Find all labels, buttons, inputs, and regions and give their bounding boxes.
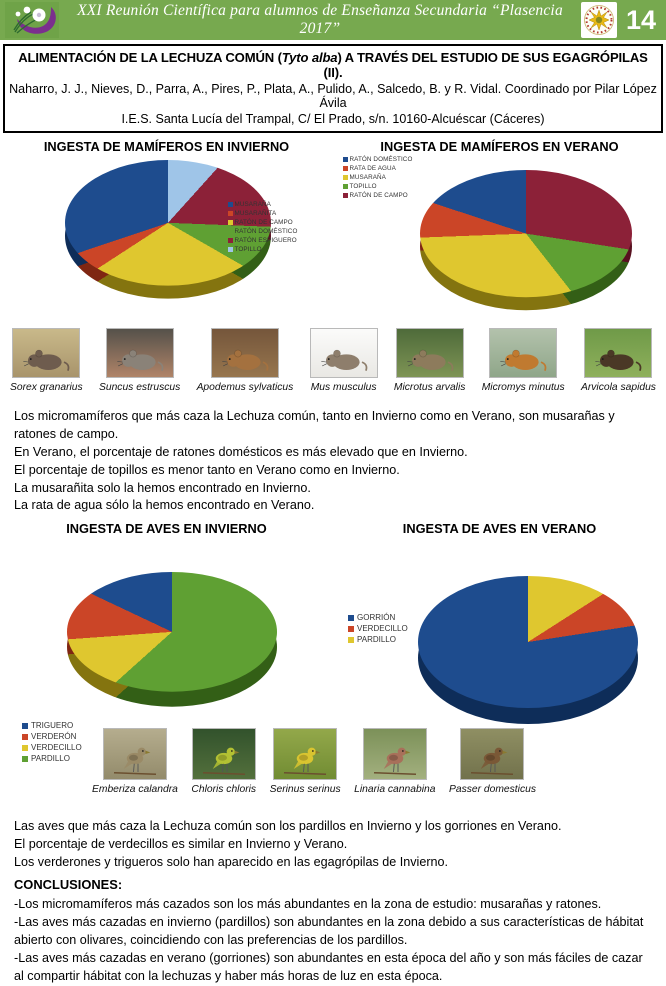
institution-line: I.E.S. Santa Lucía del Trampal, C/ El Prado, s/n. 10160-Alcuéscar (Cáceres) xyxy=(121,112,545,126)
pie-chart-mammals-summer xyxy=(420,170,632,382)
text-line: La rata de agua sólo la hemos encontrado en Verano. xyxy=(14,498,315,513)
conclusions-heading: CONCLUSIONES: xyxy=(14,877,123,892)
photo-caption: Sorex granarius xyxy=(10,382,83,393)
legend-swatch xyxy=(343,184,348,189)
text-line: El porcentaje de topillos es menor tanto en Verano como en Invierno. xyxy=(14,462,400,477)
photo-caption: Emberiza calandra xyxy=(92,784,178,795)
poster-title-suffix: ) A TRAVÉS DEL ESTUDIO DE SUS EGAGRÓPILAS (II). xyxy=(323,50,648,80)
legend-item xyxy=(343,192,412,199)
legend-label: VERDECILLO xyxy=(357,624,408,633)
legend-label: TOPILLO xyxy=(234,246,262,253)
legend-item xyxy=(228,237,297,244)
legend-swatch xyxy=(22,723,28,729)
text-line: -Los micromamíferos más cazados son los más abundantes en la zona de estudio: musarañas y ratones. xyxy=(14,897,602,912)
legend-label: MUSARAÑA xyxy=(349,174,386,181)
poster-title-prefix: ALIMENTACIÓN DE LA LECHUZA COMÚN ( xyxy=(18,50,282,65)
text-line: En Verano, el porcentaje de ratones domésticos es más elevado que en Invierno. xyxy=(14,444,468,459)
legend-swatch xyxy=(22,745,28,751)
pie-chart-birds-winter xyxy=(67,572,277,782)
chart-title-mammals-summer: INGESTA DE MAMÍFEROS EN VERANO xyxy=(380,139,619,154)
legend-label: RATA DE AGUA xyxy=(349,165,396,172)
legend-swatch xyxy=(343,157,348,162)
legend-label: GORRIÓN xyxy=(357,613,396,622)
chart-title-birds-summer: INGESTA DE AVES EN VERANO xyxy=(402,521,597,536)
legend-item xyxy=(348,635,408,644)
legend-swatch xyxy=(228,238,233,243)
legend-item xyxy=(343,174,412,181)
photo-caption: Chloris chloris xyxy=(191,784,257,795)
legend-item xyxy=(228,219,297,226)
photo-caption: Arvicola sapidus xyxy=(580,382,656,393)
legend-swatch xyxy=(348,637,354,643)
chart-title-birds-winter: INGESTA DE AVES EN INVIERNO xyxy=(66,521,267,536)
legend-label: RATÓN ESPIGUERO xyxy=(234,237,297,244)
text-line: La musarañita solo la hemos encontrado en Invierno. xyxy=(14,480,311,495)
mammal-findings-text xyxy=(0,405,666,515)
pie-surface xyxy=(420,170,632,297)
legend-label: RATÓN DE CAMPO xyxy=(234,219,293,226)
legend-label: RATÓN DE CAMPO xyxy=(349,192,408,199)
chart-mammals-winter xyxy=(0,133,333,325)
chart-birds-winter xyxy=(0,515,333,763)
legend-swatch xyxy=(348,615,354,621)
bird-photo xyxy=(270,728,341,795)
legend-item xyxy=(22,732,82,741)
legend-swatch xyxy=(228,220,233,225)
legend-item xyxy=(348,613,408,622)
mammal-photo xyxy=(310,328,378,393)
legend-item xyxy=(343,165,412,172)
legend-birds-winter xyxy=(22,721,82,763)
conclusions-section xyxy=(0,876,666,986)
legend-swatch xyxy=(343,175,348,180)
legend-item xyxy=(228,210,297,217)
legend-swatch xyxy=(228,202,233,207)
legend-swatch xyxy=(343,166,348,171)
text-line: -Las aves más cazadas en verano (gorriones) son abundantes en esta época del año y son más fáciles de cazar al compartir hábitat con la lechuzas y haber más horas de luz en esta época. xyxy=(14,950,643,983)
legend-label: MUSARAÑITA xyxy=(234,210,277,217)
legend-birds-summer xyxy=(348,613,408,644)
legend-swatch xyxy=(228,247,233,252)
legend-label: TRIGUERO xyxy=(31,721,74,730)
bird-charts-row xyxy=(0,515,666,763)
photo-caption: Microtus arvalis xyxy=(393,382,466,393)
legend-mammals-winter xyxy=(228,201,297,253)
photo-caption: Apodemus sylvaticus xyxy=(196,382,294,393)
photo-image xyxy=(273,728,337,780)
legend-swatch xyxy=(228,229,233,234)
authors-line: Naharro, J. J., Nieves, D., Parra, A., Pires, P., Plata, A., Pulido, A., Salcedo, B. y R. Vidal. Coordinado por Pilar López Ávila xyxy=(9,82,657,110)
legend-item xyxy=(343,156,412,163)
legend-label: RATÓN DOMÉSTICO xyxy=(349,156,413,163)
photo-caption: Passer domesticus xyxy=(448,784,536,795)
legend-swatch xyxy=(343,193,348,198)
chart-birds-summer xyxy=(333,515,666,720)
legend-mammals-summer xyxy=(343,156,412,199)
photo-caption: Mus musculus xyxy=(310,382,377,393)
text-line: Los verderones y trigueros solo han aparecido en las egagrópilas de Invierno. xyxy=(14,854,449,869)
legend-label: RATÓN DOMÉSTICO xyxy=(234,228,298,235)
legend-swatch xyxy=(22,756,28,762)
poster-title xyxy=(9,50,657,80)
legend-item xyxy=(228,228,297,235)
legend-swatch xyxy=(348,626,354,632)
photo-caption: Suncus estruscus xyxy=(98,382,181,393)
legend-item xyxy=(343,183,412,190)
photo-caption: Micromys minutus xyxy=(481,382,565,393)
mammal-charts-row xyxy=(0,133,666,325)
title-box xyxy=(3,44,663,133)
legend-swatch xyxy=(228,211,233,216)
legend-item xyxy=(22,754,82,763)
legend-item xyxy=(22,721,82,730)
photo-image xyxy=(310,328,378,378)
photo-caption: Linaria cannabina xyxy=(354,784,436,795)
legend-item xyxy=(348,624,408,633)
legend-label: VERDERÓN xyxy=(31,732,77,741)
photo-caption: Serinus serinus xyxy=(269,784,341,795)
legend-label: PARDILLO xyxy=(31,754,70,763)
banner-title: XXI Reunión Científica para alumnos de Enseñanza Secundaria “Plasencia 2017” xyxy=(77,2,563,37)
legend-item xyxy=(228,246,297,253)
pie-chart-mammals-winter xyxy=(65,160,271,366)
pie-chart-birds-summer xyxy=(418,576,638,796)
legend-label: VERDECILLO xyxy=(31,743,82,752)
bird-findings-text xyxy=(0,815,666,871)
pie-surface xyxy=(67,572,277,692)
banner xyxy=(0,0,666,40)
conclusions-list xyxy=(14,896,652,985)
legend-label: TOPILLO xyxy=(349,183,377,190)
flower-logo xyxy=(5,2,59,38)
pie-surface xyxy=(418,576,638,708)
text-line: El porcentaje de verdecillos es similar en Invierno y Verano. xyxy=(14,836,348,851)
text-line: Los micromamíferos que más caza la Lechuza común, tanto en Invierno como en Verano, son musarañas y ratones de campo. xyxy=(14,409,615,441)
legend-item xyxy=(228,201,297,208)
legend-label: PARDILLO xyxy=(357,635,396,644)
chart-mammals-summer xyxy=(333,133,666,325)
legend-item xyxy=(22,743,82,752)
legend-label: MUSARAÑA xyxy=(234,201,271,208)
species-name: Tyto alba xyxy=(281,50,338,65)
text-line: -Las aves más cazadas en invierno (pardillos) son abundantes en la zona debido a sus características de hábitat abierto con olivares, coincidiendo con las preferencias de los pardillos. xyxy=(14,915,644,948)
sun-emblem-logo xyxy=(581,2,617,38)
page-number: 14 xyxy=(625,4,656,35)
legend-swatch xyxy=(22,734,28,740)
chart-title-mammals-winter: INGESTA DE MAMÍFEROS EN INVIERNO xyxy=(43,139,290,154)
text-line: Las aves que más caza la Lechuza común son los pardillos en Invierno y los gorriones en Verano. xyxy=(14,819,562,833)
